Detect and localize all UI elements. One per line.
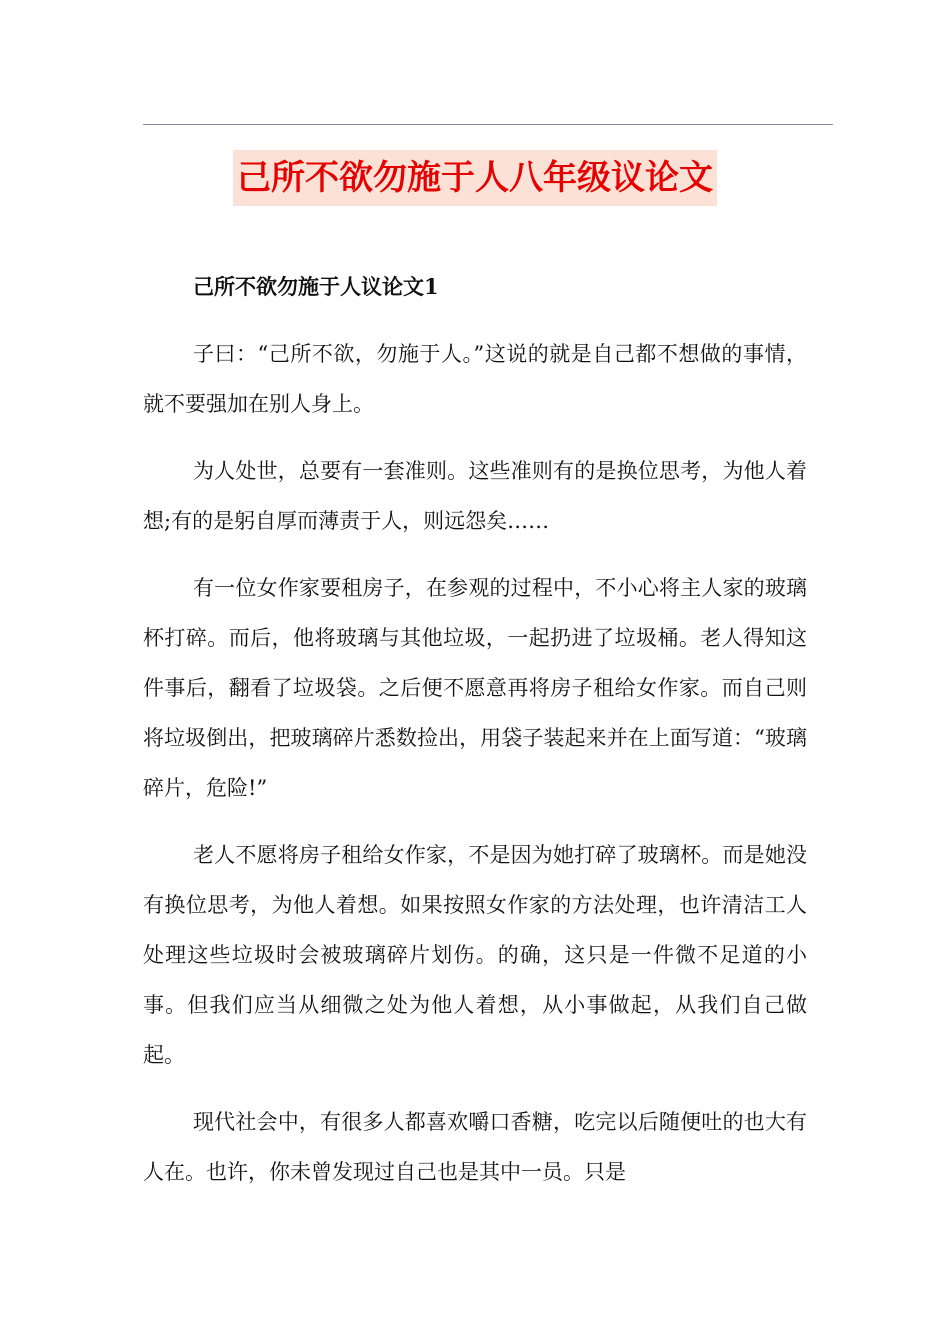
paragraph-3: 有一位女作家要租房子，在参观的过程中，不小心将主人家的玻璃杯打碎。而后，他将玻璃与其他垃圾，一起扔进了垃圾桶。老人得知这件事后，翻看了垃圾袋。之后便不愿意再将房子租给女作家。而自己则将垃圾倒出，把玻璃碎片悉数捡出，用袋子装起来并在上面写道：“玻璃碎片，危险!”	[143, 576, 807, 800]
paragraph-1: 子曰：“己所不欲，勿施于人。”这说的就是自己都不想做的事情，就不要强加在别人身上。	[143, 342, 807, 416]
header-rule	[143, 124, 833, 125]
paragraph-5: 现代社会中，有很多人都喜欢嚼口香糖，吃完以后随便吐的也大有人在。也许，你未曾发现过自己也是其中一员。只是	[143, 1110, 807, 1184]
title-container	[0, 150, 950, 206]
paragraph-2: 为人处世，总要有一套准则。这些准则有的是换位思考，为他人着想;有的是躬自厚而薄责于人，则远怨矣……	[143, 459, 807, 533]
document-title: 己所不欲勿施于人八年级议论文	[233, 150, 717, 206]
section-heading: 己所不欲勿施于人议论文1	[193, 274, 439, 299]
paragraph-4: 老人不愿将房子租给女作家，不是因为她打碎了玻璃杯。而是她没有换位思考，为他人着想。如果按照女作家的方法处理，也许清洁工人处理这些垃圾时会被玻璃碎片划伤。的确，这只是一件微不足道的小事。但我们应当从细微之处为他人着想，从小事做起，从我们自己做起。	[143, 843, 807, 1067]
document-body	[143, 262, 807, 1214]
